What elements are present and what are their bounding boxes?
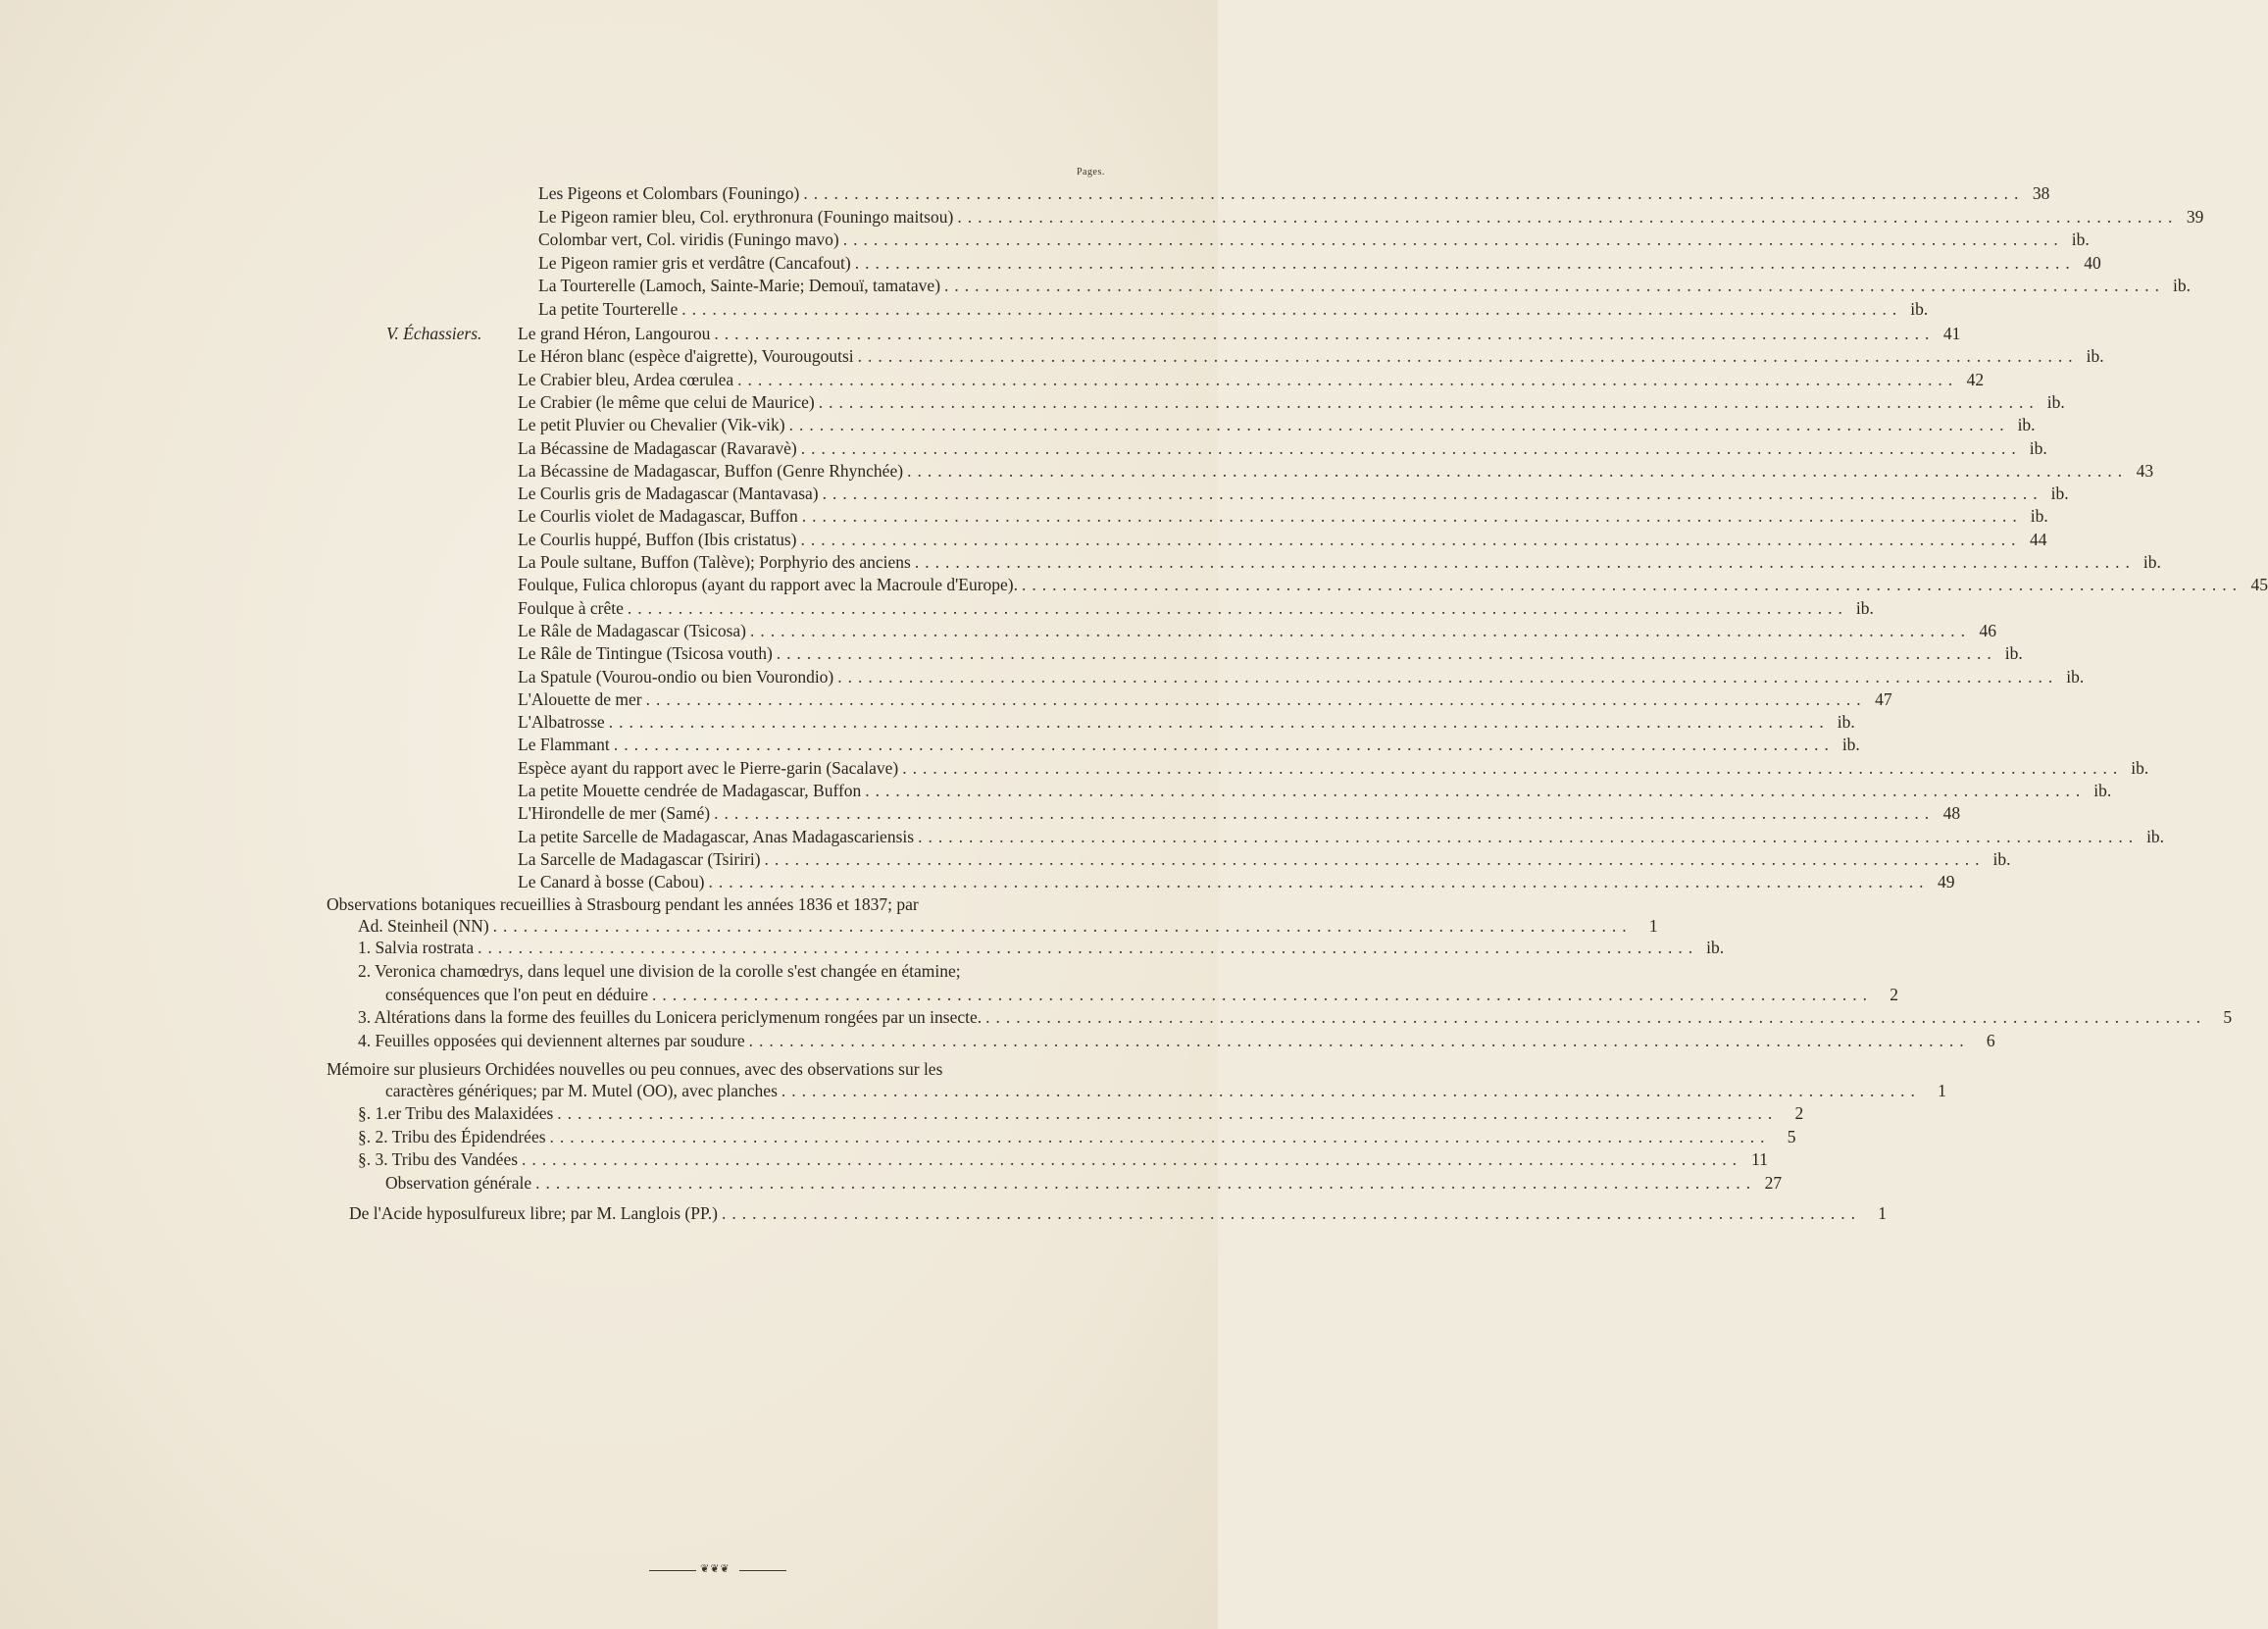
entry-label: La petite Tourterelle xyxy=(538,298,679,319)
entry-page: ib. xyxy=(2046,391,2065,412)
entry-page: ib. xyxy=(2071,229,2090,249)
entry-label: Le grand Héron, Langourou xyxy=(518,324,711,343)
entry-label: Colombar vert, Col. viridis (Funingo mavo) xyxy=(538,229,839,249)
toc-entry: La Poule sultane, Buffon (Talève); Porphyrio des anciens ........................................................................................................................ ib. xyxy=(518,552,2161,572)
ornament-glyph: ❦❦❦ xyxy=(700,1563,731,1575)
toc-entry: L'Alouette de mer ........................................................................................................................ 47 xyxy=(518,688,1892,709)
entry-label: Le Héron blanc (espèce d'aigrette), Vourougoutsi xyxy=(518,346,854,367)
entry-label: Le Flammant xyxy=(518,735,610,755)
entry-label: La Bécassine de Madagascar (Ravaravè) xyxy=(518,437,797,458)
entry-page: ib. xyxy=(1910,298,1929,319)
toc-entry: La Spatule (Vourou-ondio ou bien Vourondio) ........................................................................................................................ ib. xyxy=(518,666,2085,687)
entry-page: 44 xyxy=(2030,529,2047,549)
entry-page: ib. xyxy=(2093,781,2112,800)
toc-entry: 4. Feuilles opposées qui deviennent alternes par soudure ........................................................................................................................ 6 xyxy=(358,1031,1995,1051)
entry-label: §. 3. Tribu des Vandées xyxy=(358,1149,519,1169)
entry-page: ib. xyxy=(2030,506,2048,527)
entry-label: La Spatule (Vourou-ondio ou bien Vourondio) xyxy=(518,666,834,687)
entry-label: Le Courlis huppé, Buffon (Ibis cristatus) xyxy=(518,529,797,549)
toc-entry: Espèce ayant du rapport avec le Pierre-garin (Sacalave) ........................................................................................................................ ib. xyxy=(518,757,2149,778)
entry-label: La Sarcelle de Madagascar (Tsiriri) xyxy=(518,848,761,869)
toc-entry: §. 2. Tribu des Épidendrées ........................................................................................................................ 5 xyxy=(358,1126,1796,1146)
entry-label: 3. Altérations dans la forme des feuilles du Lonicera periclymenum rongées par un insecte. xyxy=(358,1007,983,1028)
entry-label: Le Crabier bleu, Ardea cœrulea xyxy=(518,369,734,389)
entry-label: Le petit Pluvier ou Chevalier (Vik-vik) xyxy=(518,415,785,435)
entry-page: ib. xyxy=(2086,346,2104,367)
toc-entry: La petite Sarcelle de Madagascar, Anas Madagascariensis ........................................................................................................................ ib. xyxy=(518,826,2165,846)
entry-page: ib. xyxy=(2131,757,2149,778)
entry-page: 11 xyxy=(1751,1149,1769,1169)
toc-entry xyxy=(358,960,1116,982)
entry-page: 49 xyxy=(1938,872,1955,892)
entry-label: Ad. Steinheil (NN) xyxy=(358,916,489,936)
entry-label: La Tourterelle (Lamoch, Sainte-Marie; Demouï, tamatave) xyxy=(538,276,941,295)
entry-label: Le Râle de Madagascar (Tsicosa) xyxy=(518,620,746,640)
toc-entry: L'Hirondelle de mer (Samé) ........................................................................................................................ 48 xyxy=(518,803,1961,824)
entry-label: Le Pigeon ramier bleu, Col. erythronura (Founingo maitsou) xyxy=(538,206,954,227)
entry-page: ib. xyxy=(1992,848,2011,869)
toc-entry: Le Pigeon ramier gris et verdâtre (Cancafout) ........................................................................................................................ 40 xyxy=(538,252,2101,273)
section-v-heading: V. Échassiers. xyxy=(386,324,482,343)
entry-label: La petite Sarcelle de Madagascar, Anas Madagascariensis xyxy=(518,826,915,846)
toc-entry: conséquences que l'on peut en déduire ........................................................................................................................ 2 xyxy=(385,984,1898,1004)
entry-page: ib. xyxy=(2004,643,2023,664)
entry-page: 38 xyxy=(2032,183,2050,203)
botany-title-line2: Ad. Steinheil (NN) ................................................................................................................ 1 xyxy=(358,916,1658,936)
toc-entry: Colombar vert, Col. viridis (Funingo mavo) ........................................................................................................................ ib. xyxy=(538,229,2090,249)
orchids-title-line2: caractères génériques; par M. Mutel (OO), avec planches ................................................................................................................ 1 xyxy=(385,1081,1946,1100)
toc-entry: Le Pigeon ramier bleu, Col. erythronura (Founingo maitsou) ........................................................................................................................ 39 xyxy=(538,206,2204,227)
toc-entry: Le Crabier (le même que celui de Maurice) ........................................................................................................................ ib. xyxy=(518,391,2065,412)
toc-entry: Le Courlis violet de Madagascar, Buffon ........................................................................................................................ ib. xyxy=(518,506,2048,527)
entry-label: §. 2. Tribu des Épidendrées xyxy=(358,1126,546,1146)
toc-entry: Foulque à crête ........................................................................................................................ ib. xyxy=(518,597,1874,618)
entry-page: 45 xyxy=(2250,575,2268,595)
entry-page: ib. xyxy=(1841,735,1860,755)
entry-page: 48 xyxy=(1942,803,1961,824)
entry-page: ib. xyxy=(2050,484,2069,504)
entry-page: 1 xyxy=(1878,1203,1887,1223)
toc-entry: La Bécassine de Madagascar (Ravaravè) ........................................................................................................................ ib. xyxy=(518,437,2047,458)
entry-label: Le Crabier (le même que celui de Maurice) xyxy=(518,391,815,412)
entry-page: ib. xyxy=(2017,415,2036,435)
entry-label: L'Albatrosse xyxy=(518,712,605,733)
entry-page: ib. xyxy=(1855,597,1874,618)
entry-label: 4. Feuilles opposées qui deviennent alternes par soudure xyxy=(358,1031,745,1051)
entry-page: ib. xyxy=(1837,712,1855,733)
toc-entry: 1. Salvia rostrata ........................................................................................................................ ib. xyxy=(358,938,1725,957)
botany-title-line1: Observations botaniques recueillies à Strasbourg pendant les années 1836 et 1837; par xyxy=(327,894,919,914)
end-ornament xyxy=(649,1563,786,1575)
toc-entry: 3. Altérations dans la forme des feuilles du Lonicera periclymenum rongées par un insecte. ........................................................................................................................ 5 xyxy=(358,1007,2233,1028)
entry-page: 46 xyxy=(1979,620,1996,640)
entry-label: De l'Acide hyposulfureux libre; par M. Langlois (PP.) xyxy=(349,1203,718,1223)
toc-entry: La petite Tourterelle ........................................................................................................................ ib. xyxy=(538,298,1929,319)
entry-label: conséquences que l'on peut en déduire xyxy=(385,984,648,1004)
toc-entry: Le Flammant ........................................................................................................................ ib. xyxy=(518,735,1860,755)
acid-entry: De l'Acide hyposulfureux libre; par M. Langlois (PP.) ................................................................................................................ 1 xyxy=(349,1203,1887,1223)
entry-page: ib. xyxy=(2066,666,2085,687)
entry-label: Observation générale xyxy=(385,1172,532,1193)
toc-entry: Le petit Pluvier ou Chevalier (Vik-vik) ........................................................................................................................ ib. xyxy=(518,415,2036,435)
entry-page: 2 xyxy=(1794,1103,1804,1123)
entry-label: 1. Salvia rostrata xyxy=(358,938,475,957)
entry-label: caractères génériques; par M. Mutel (OO), avec planches xyxy=(385,1081,778,1100)
entry-label: La Poule sultane, Buffon (Talève); Porphyrio des anciens xyxy=(518,552,911,572)
entry-label: Foulque à crête xyxy=(518,597,624,618)
entry-page: 1 xyxy=(1938,1081,1946,1100)
entry-page: 6 xyxy=(1986,1031,1995,1051)
entry-label: L'Hirondelle de mer (Samé) xyxy=(518,803,711,824)
entry-label: Le Pigeon ramier gris et verdâtre (Cancafout) xyxy=(538,252,851,273)
toc-entry: Le Courlis gris de Madagascar (Mantavasa) ........................................................................................................................ ib. xyxy=(518,484,2069,504)
toc-entry: La petite Mouette cendrée de Madagascar, Buffon ........................................................................................................................ ib. xyxy=(518,781,2112,800)
entry-label: La petite Mouette cendrée de Madagascar, Buffon xyxy=(518,781,862,800)
toc-entry: Observation générale ........................................................................................................................ 27 xyxy=(385,1172,1783,1193)
toc-entry: Le Canard à bosse (Cabou) ........................................................................................................................ 49 xyxy=(518,872,1955,892)
entry-label: §. 1.er Tribu des Malaxidées xyxy=(358,1103,554,1123)
entry-page: ib. xyxy=(1706,938,1725,957)
entry-page: 41 xyxy=(1942,324,1961,343)
toc-entry: Le Râle de Tintingue (Tsicosa vouth) ........................................................................................................................ ib. xyxy=(518,643,2023,664)
entry-page: 2 xyxy=(1890,984,1898,1004)
toc-entry: L'Albatrosse ........................................................................................................................ ib. xyxy=(518,712,1855,733)
entry-label: L'Alouette de mer xyxy=(518,688,642,709)
pages-column-header: Pages. xyxy=(1077,167,1105,178)
entry-page: 40 xyxy=(2084,252,2101,273)
entry-page: 39 xyxy=(2186,206,2204,227)
entry-page: ib. xyxy=(2173,276,2192,295)
toc-entry: Le Courlis huppé, Buffon (Ibis cristatus) ........................................................................................................................ 44 xyxy=(518,529,2047,549)
toc-entry: Le Héron blanc (espèce d'aigrette), Vourougoutsi ........................................................................................................................ ib. xyxy=(518,346,2104,367)
toc-entry: §. 1.er Tribu des Malaxidées ........................................................................................................................ 2 xyxy=(358,1103,1804,1123)
toc-entry: La Tourterelle (Lamoch, Sainte-Marie; Demouï, tamatave) ........................................................................................................................ ib. xyxy=(538,276,2192,295)
toc-entry: Foulque, Fulica chloropus (ayant du rapport avec la Macroule d'Europe). ........................................................................................................................ 45 xyxy=(518,575,2268,595)
toc-entry: La Bécassine de Madagascar, Buffon (Genre Rhynchée) ........................................................................................................................ 43 xyxy=(518,460,2154,481)
entry-page: ib. xyxy=(2146,826,2165,846)
toc-entry: §. 3. Tribu des Vandées ........................................................................................................................ 11 xyxy=(358,1149,1769,1169)
entry-page: 1 xyxy=(1648,916,1658,936)
entry-page: 47 xyxy=(1875,688,1892,709)
entry-label: Foulque, Fulica chloropus (ayant du rapport avec la Macroule d'Europe). xyxy=(518,575,1019,595)
entry-label: Le Courlis violet de Madagascar, Buffon xyxy=(518,506,798,527)
entry-label: Le Canard à bosse (Cabou) xyxy=(518,872,705,892)
entry-page: 27 xyxy=(1764,1172,1783,1193)
entry-page: ib. xyxy=(2142,552,2161,572)
toc-entry: Le Râle de Madagascar (Tsicosa) ........................................................................................................................ 46 xyxy=(518,620,1996,640)
toc-entry: Le grand Héron, Langourou ........................................................................................................................ 41 xyxy=(518,324,1961,343)
orchids-title-line1: Mémoire sur plusieurs Orchidées nouvelles ou peu connues, avec des observations sur les xyxy=(327,1059,943,1079)
entry-label: 2. Veronica chamœdrys, dans lequel une division de la corolle s'est changée en étamine; xyxy=(358,960,961,981)
entry-page: 5 xyxy=(1787,1126,1796,1146)
entry-page: 43 xyxy=(2136,460,2154,481)
entry-label: Espèce ayant du rapport avec le Pierre-garin (Sacalave) xyxy=(518,757,899,778)
toc-entry: Les Pigeons et Colombars (Founingo) ........................................................................................................................ 38 xyxy=(538,183,2050,203)
entry-page: 5 xyxy=(2223,1007,2233,1028)
entry-label: Le Courlis gris de Madagascar (Mantavasa) xyxy=(518,484,819,504)
entry-label: Le Râle de Tintingue (Tsicosa vouth) xyxy=(518,643,773,664)
entry-page: ib. xyxy=(2029,437,2047,458)
toc-entry: Le Crabier bleu, Ardea cœrulea ........................................................................................................................ 42 xyxy=(518,369,1985,389)
entry-page: 42 xyxy=(1966,369,1985,389)
toc-entry: La Sarcelle de Madagascar (Tsiriri) ........................................................................................................................ ib. xyxy=(518,848,2011,869)
entry-label: La Bécassine de Madagascar, Buffon (Genre Rhynchée) xyxy=(518,460,904,481)
entry-label: Les Pigeons et Colombars (Founingo) xyxy=(538,183,800,203)
